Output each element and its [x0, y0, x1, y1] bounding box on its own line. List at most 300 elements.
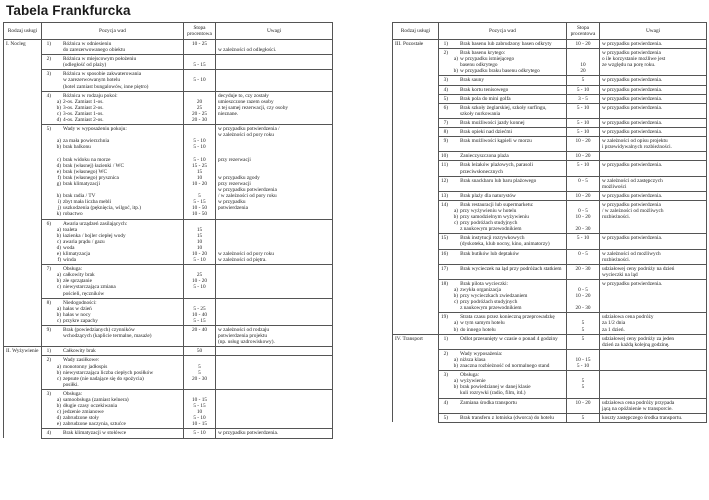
- item-marker: b): [56, 311, 61, 318]
- item-marker: i): [57, 199, 61, 206]
- position-cell: [439, 371, 567, 398]
- position-number: 2): [443, 50, 448, 57]
- position-line: [53, 47, 181, 53]
- item-marker: a): [56, 272, 61, 279]
- item-text: Odlot przesunięty w czasie o ponad 4 godziny: [460, 335, 558, 342]
- item-marker: a): [453, 207, 459, 214]
- category-cell: [4, 70, 42, 91]
- item-text: brak radia / TV: [63, 193, 96, 200]
- position-lines: [450, 202, 564, 232]
- position-cell: [439, 137, 567, 152]
- item-text: (odległość od plaży): [63, 62, 107, 69]
- item-marker: [450, 111, 460, 117]
- rate-cell: [567, 413, 600, 422]
- rate-value: 5 - 15: [193, 317, 206, 324]
- category-cell: [393, 264, 439, 279]
- item-text: Brak snackbaru lub baru plażowego: [460, 177, 537, 184]
- item-text: posiłki.: [63, 381, 79, 388]
- position-number: 19): [441, 314, 449, 321]
- position-number: 7): [443, 119, 448, 126]
- note-text: potwierdzenia: [218, 205, 249, 212]
- position-line: [53, 211, 181, 217]
- category-cell: [393, 152, 439, 161]
- rate-value: 5 - 25: [193, 305, 206, 312]
- notes-cell: [600, 118, 707, 127]
- position-number: 13): [441, 192, 449, 199]
- note-text: [218, 291, 330, 297]
- item-text: Strata czasu przez konieczną przeprowadzkę: [460, 314, 555, 321]
- position: [44, 348, 181, 354]
- rate-value: 25: [196, 104, 203, 111]
- item-text: Wady w wyposażeniu pokoju:: [63, 126, 127, 133]
- item-text: Brak transferu z lotniska (dworca) do hotelu: [460, 414, 554, 421]
- item-marker: [450, 87, 460, 93]
- table-row: [393, 85, 707, 94]
- item-text: do innego hotelu: [460, 326, 496, 333]
- category-cell: [393, 349, 439, 370]
- rate-value: 10: [196, 174, 203, 181]
- item-marker: [450, 336, 460, 342]
- table-row: [393, 279, 707, 312]
- item-marker: a): [56, 226, 61, 233]
- rate-value: 10 - 20: [191, 251, 207, 257]
- position-lines: [450, 129, 564, 135]
- position-number: 4): [443, 399, 448, 406]
- item-marker: e): [56, 168, 61, 175]
- rate-value: 25: [196, 272, 203, 279]
- position-line: [450, 266, 564, 272]
- item-text: Brak butików lub deptaków: [460, 250, 520, 257]
- note-text: w przypadku potwierdzenia /: [218, 126, 280, 133]
- position-lines: [450, 314, 564, 332]
- item-marker: c): [56, 284, 61, 291]
- note-text: za 1/2 dnia: [602, 320, 626, 327]
- position-line: [450, 120, 564, 126]
- rate-value: 10 - 20: [575, 214, 591, 221]
- table-row: [393, 76, 707, 85]
- item-marker: [450, 266, 460, 272]
- item-text: kuli rozrywki (radio, film, itd.): [460, 390, 526, 397]
- item-marker: a): [453, 320, 459, 327]
- category-cell: [4, 91, 42, 124]
- table-row: [393, 371, 707, 398]
- rate-value: [186, 84, 213, 90]
- item-marker: f): [57, 257, 61, 264]
- rate-value: 10: [196, 409, 203, 416]
- position: [441, 251, 564, 257]
- position-number: 10): [441, 153, 449, 160]
- note-text: [218, 117, 330, 123]
- note-text: ze względu na porę roku.: [602, 62, 656, 69]
- position-number: 1): [46, 348, 51, 355]
- rate-value: 15: [196, 168, 203, 175]
- position-lines: [450, 415, 564, 421]
- position-lines: [53, 71, 181, 89]
- item-text: przy samodzielnym wyżywieniu: [460, 214, 529, 221]
- item-marker: d): [56, 244, 61, 251]
- rate-cell: [567, 49, 600, 76]
- position-cell: [439, 279, 567, 312]
- notes-cell: [600, 176, 707, 191]
- notes-cell: [216, 356, 333, 389]
- rate-value: 5 - 10: [193, 415, 206, 422]
- item-marker: b): [453, 384, 458, 391]
- position-lines: [450, 266, 564, 272]
- rate-value: 5: [198, 193, 201, 200]
- rate-cell: [567, 40, 600, 49]
- note-text: [602, 111, 704, 117]
- note-text: w przypadku potwierdzenia.: [602, 77, 663, 84]
- position-line: [53, 421, 181, 427]
- notes-cell: [600, 152, 707, 161]
- item-marker: e): [56, 251, 61, 257]
- position-line: [450, 77, 564, 83]
- note-text: [218, 211, 330, 217]
- rate-cell: [184, 219, 216, 265]
- rate-value: 15 - 25: [191, 162, 207, 169]
- position-number: 16): [441, 250, 449, 257]
- position-line: [450, 336, 564, 342]
- item-marker: [450, 178, 460, 184]
- rate-value: 5 - 15: [193, 403, 206, 410]
- frankfurt-table-left: [3, 22, 333, 439]
- item-text: Wady zasiłkowe:: [63, 357, 100, 364]
- position-lines: [53, 126, 181, 217]
- item-text: hałas w nocy: [63, 311, 91, 318]
- note-text: w zależności od odległości.: [218, 47, 277, 54]
- note-text: [602, 226, 704, 232]
- position: [441, 266, 564, 272]
- rate-value: 10 - 50: [191, 211, 207, 218]
- position-cell: [439, 334, 567, 349]
- page-title: Tabela Frankfurcka: [6, 3, 131, 18]
- item-marker: [450, 138, 460, 144]
- item-text: Brak sauny: [460, 77, 484, 84]
- category-cell: [393, 249, 439, 264]
- item-text: klimatyzacja: [63, 251, 91, 257]
- rate-value: 15: [196, 226, 203, 233]
- note-text: w zależności od piętra.: [218, 257, 267, 264]
- category-cell: [4, 429, 42, 438]
- table-row: [393, 49, 707, 76]
- header-pozycja: Pozycja wad: [42, 23, 184, 40]
- rate-cell: [184, 40, 216, 55]
- rate-value: 20 - 30: [191, 375, 207, 382]
- item-marker: a): [56, 98, 61, 105]
- rate-value: 20 - 30: [191, 117, 207, 124]
- rate-value: 5 - 10: [193, 138, 206, 145]
- position-lines: [450, 162, 564, 174]
- position-lines: [53, 391, 181, 428]
- item-text: Brak pilota wycieczki:: [460, 280, 509, 287]
- table-row: [4, 219, 333, 265]
- rate-value: 10 - 15: [575, 356, 591, 363]
- position-line: [450, 400, 564, 406]
- position-number: 3): [443, 372, 448, 379]
- table-row: [393, 313, 707, 334]
- note-text: w przypadku potwierdzenia: [602, 50, 661, 57]
- table-row: [393, 128, 707, 137]
- category-cell: [393, 371, 439, 398]
- position-number: 2): [46, 357, 51, 364]
- rate-value: 10 - 50: [191, 205, 207, 212]
- item-marker: [450, 153, 460, 159]
- rate-cell: [567, 249, 600, 264]
- note-text: [602, 169, 704, 175]
- position-cell: [439, 264, 567, 279]
- position-cell: [439, 85, 567, 94]
- position: [441, 50, 564, 74]
- note-text: [602, 153, 704, 159]
- rate-value: 5 - 10: [193, 284, 206, 291]
- note-text: z tej samej rezerwacji, czy osoby: [218, 104, 289, 111]
- item-text: niewystarczająca liczba ciepłych posiłków: [63, 369, 154, 376]
- position-number: 1): [443, 41, 448, 47]
- notes-cell: [216, 219, 333, 265]
- rate-cell: [184, 429, 216, 438]
- item-text: robactwo: [63, 211, 83, 218]
- rate-value: 5 - 10: [193, 144, 206, 151]
- position-lines: [53, 41, 181, 53]
- note-text: [218, 421, 330, 427]
- rate-value: 50: [196, 348, 203, 355]
- rate-cell: [184, 347, 216, 356]
- notes-cell: [216, 91, 333, 124]
- item-text: Różnica w miejscowym położeniu: [63, 56, 137, 63]
- table-row: [393, 161, 707, 176]
- note-text: nieznane.: [218, 110, 239, 117]
- item-marker: a): [56, 396, 61, 403]
- note-text: przy rezerwacji: [218, 156, 251, 163]
- position-line: [450, 415, 564, 421]
- rate-value: 5 - 10: [193, 430, 206, 437]
- item-marker: c): [56, 317, 61, 324]
- position-cell: [42, 125, 184, 219]
- item-text: w zarezerwowanym hotelu: [63, 77, 121, 84]
- item-text: Różnica w sposobie zakwaterowania: [63, 71, 142, 78]
- rate-value: 5 - 10: [576, 162, 590, 169]
- rate-value: 20 - 30: [575, 226, 591, 233]
- position: [441, 120, 564, 126]
- position-lines: [53, 300, 181, 324]
- item-text: zepsute (nie nadające się do spożycia): [63, 375, 144, 382]
- position-lines: [53, 93, 181, 123]
- position-number: 18): [441, 280, 449, 287]
- position: [441, 336, 564, 342]
- note-text: [218, 318, 330, 324]
- item-text: łazienka / bojler ciepłej wody: [63, 232, 126, 239]
- item-text: w tym samym hotelu: [460, 320, 505, 327]
- item-marker: b): [56, 278, 61, 285]
- item-text: Brak opieki nad dziećmi: [460, 129, 512, 136]
- table-row: [393, 398, 707, 413]
- rate-value: 20 - 40: [191, 327, 207, 334]
- item-marker: j): [57, 205, 61, 212]
- position-lines: [53, 348, 181, 354]
- position: [441, 314, 564, 332]
- rate-value: 10: [580, 62, 586, 69]
- item-text: do zarezerwowanego obiektu: [63, 47, 126, 54]
- notes-cell: [600, 76, 707, 85]
- note-text: w przypadku zgody: [218, 174, 260, 181]
- item-text: brak powiedzianej w danej klasie: [460, 384, 531, 391]
- notes-cell: [600, 371, 707, 398]
- item-text: Zamiana środka transportu: [460, 399, 517, 406]
- position-cell: [42, 40, 184, 55]
- category-cell: [393, 161, 439, 176]
- note-text: w przypadku potwierdzenia.: [602, 129, 663, 136]
- category-cell: IV. Transport: [393, 334, 439, 349]
- item-text: brak klimatyzacji: [63, 180, 100, 187]
- position-number: 6): [443, 104, 448, 111]
- item-text: basenu odkrytego: [460, 62, 498, 69]
- item-marker: c): [56, 375, 61, 382]
- item-marker: [450, 169, 460, 175]
- header-uwagi: Uwagi: [216, 23, 333, 40]
- category-cell: [393, 200, 439, 233]
- position-number: 8): [443, 129, 448, 136]
- rate-cell: [567, 264, 600, 279]
- position-number: 4): [46, 92, 51, 99]
- item-text: z naukowym przewodnikiem: [460, 226, 522, 233]
- position-lines: [450, 105, 564, 117]
- table-row: [393, 264, 707, 279]
- item-text: Wady wyposażenia:: [460, 350, 503, 357]
- item-text: samoobsługa (zamiast kelnera): [63, 396, 129, 403]
- position-lines: [53, 357, 181, 387]
- notes-cell: [216, 298, 333, 325]
- frankfurt-table-right: [392, 22, 707, 423]
- rate-cell: [567, 279, 600, 312]
- table-row: [393, 334, 707, 349]
- note-text: przy rezerwacji: [218, 180, 251, 187]
- item-text: (dyskoteka, klub nocny, kino, animatorzy): [460, 241, 550, 248]
- note-text: w przypadku potwierdzenia.: [602, 41, 663, 47]
- position-lines: [53, 56, 181, 68]
- rate-cell: [567, 176, 600, 191]
- header-uwagi: Uwagi: [600, 23, 707, 40]
- item-text: zbyt mała liczba mebli: [63, 199, 112, 206]
- item-text: zabrudzone stoły: [63, 415, 100, 422]
- rate-value: 5: [198, 369, 201, 376]
- rate-value: 5: [581, 320, 585, 327]
- position-line: [53, 318, 181, 324]
- rate-value: [186, 333, 213, 339]
- position-lines: [450, 178, 564, 184]
- item-marker: f): [57, 174, 61, 181]
- item-text: Brak restauracji lub supermarketu:: [460, 201, 534, 208]
- note-text: rozbieżności.: [602, 256, 631, 263]
- position: [441, 372, 564, 396]
- category-cell: [393, 118, 439, 127]
- table-row: [4, 389, 333, 429]
- category-cell: [393, 85, 439, 94]
- table-row: [4, 125, 333, 219]
- position-number: 5): [443, 414, 448, 421]
- table-row: [4, 298, 333, 325]
- note-text: w zależności od pory roku: [218, 132, 274, 139]
- item-text: Obsługa:: [63, 390, 83, 397]
- category-cell: [393, 176, 439, 191]
- item-marker: a): [56, 138, 61, 145]
- item-text: Brak wycieczek na ląd przy podróżach statkiem: [460, 265, 562, 272]
- position-line: [53, 348, 181, 354]
- position-lines: [450, 193, 564, 199]
- table-row: [4, 265, 333, 298]
- position-line: [450, 241, 564, 247]
- item-text: Brak (powiedzianych) czynników: [63, 327, 135, 334]
- position: [441, 129, 564, 135]
- note-text: rozbieżności.: [602, 214, 631, 221]
- rate-value: 0 - 5: [578, 177, 588, 184]
- item-marker: d): [56, 415, 61, 422]
- item-marker: [450, 251, 460, 257]
- category-cell: [4, 219, 42, 265]
- position-number: 3): [46, 390, 51, 397]
- notes-cell: [600, 40, 707, 49]
- note-text: [602, 241, 704, 247]
- category-cell: [393, 398, 439, 413]
- notes-cell: [600, 137, 707, 152]
- category-cell: [4, 125, 42, 219]
- position-line: [450, 305, 564, 311]
- position-line: [450, 41, 564, 47]
- item-marker: [53, 333, 63, 339]
- note-text: w przypadku potwierdzenia.: [602, 235, 663, 242]
- rate-value: 5 - 15: [193, 199, 206, 206]
- position-cell: [42, 219, 184, 265]
- rate-cell: [567, 398, 600, 413]
- position: [44, 430, 181, 436]
- item-text: (hotel zamiast bungalowów, inne piętro): [63, 83, 149, 90]
- rate-value: 20: [196, 98, 203, 105]
- item-text: 4-os. Zamiast 2-os.: [63, 117, 104, 124]
- item-marker: a): [56, 305, 61, 312]
- table-row: [4, 40, 333, 55]
- position: [44, 41, 181, 53]
- table-row: [393, 103, 707, 118]
- item-text: w przypadku istniejącego: [460, 56, 515, 63]
- position-lines: [450, 120, 564, 126]
- position-line: [450, 251, 564, 257]
- note-text: za 1 dzień.: [602, 326, 625, 333]
- table-row: [4, 91, 333, 124]
- rate-value: [186, 291, 213, 297]
- category-cell: [393, 103, 439, 118]
- position-cell: [439, 94, 567, 103]
- position-line: [450, 193, 564, 199]
- item-marker: [450, 415, 460, 421]
- position-number: 1): [443, 335, 448, 342]
- notes-cell: [600, 279, 707, 312]
- rate-value: 20 - 30: [575, 265, 591, 272]
- item-marker: b): [56, 403, 61, 410]
- item-text: za mała powierzchnia: [63, 138, 110, 145]
- rate-value: 5: [581, 378, 585, 385]
- table-row: [4, 70, 333, 91]
- item-text: brak widoku na morze: [63, 156, 111, 163]
- position-lines: [450, 400, 564, 406]
- rate-value: 10 - 20: [575, 153, 591, 160]
- rate-value: 5 - 10: [193, 77, 206, 84]
- item-marker: [450, 193, 460, 199]
- rate-value: 20 - 25: [191, 110, 207, 117]
- item-text: Różnica w rodzaju pokoi:: [63, 92, 118, 99]
- position-line: [450, 129, 564, 135]
- table-row: [393, 137, 707, 152]
- table-row: [393, 349, 707, 370]
- item-marker: [450, 390, 460, 396]
